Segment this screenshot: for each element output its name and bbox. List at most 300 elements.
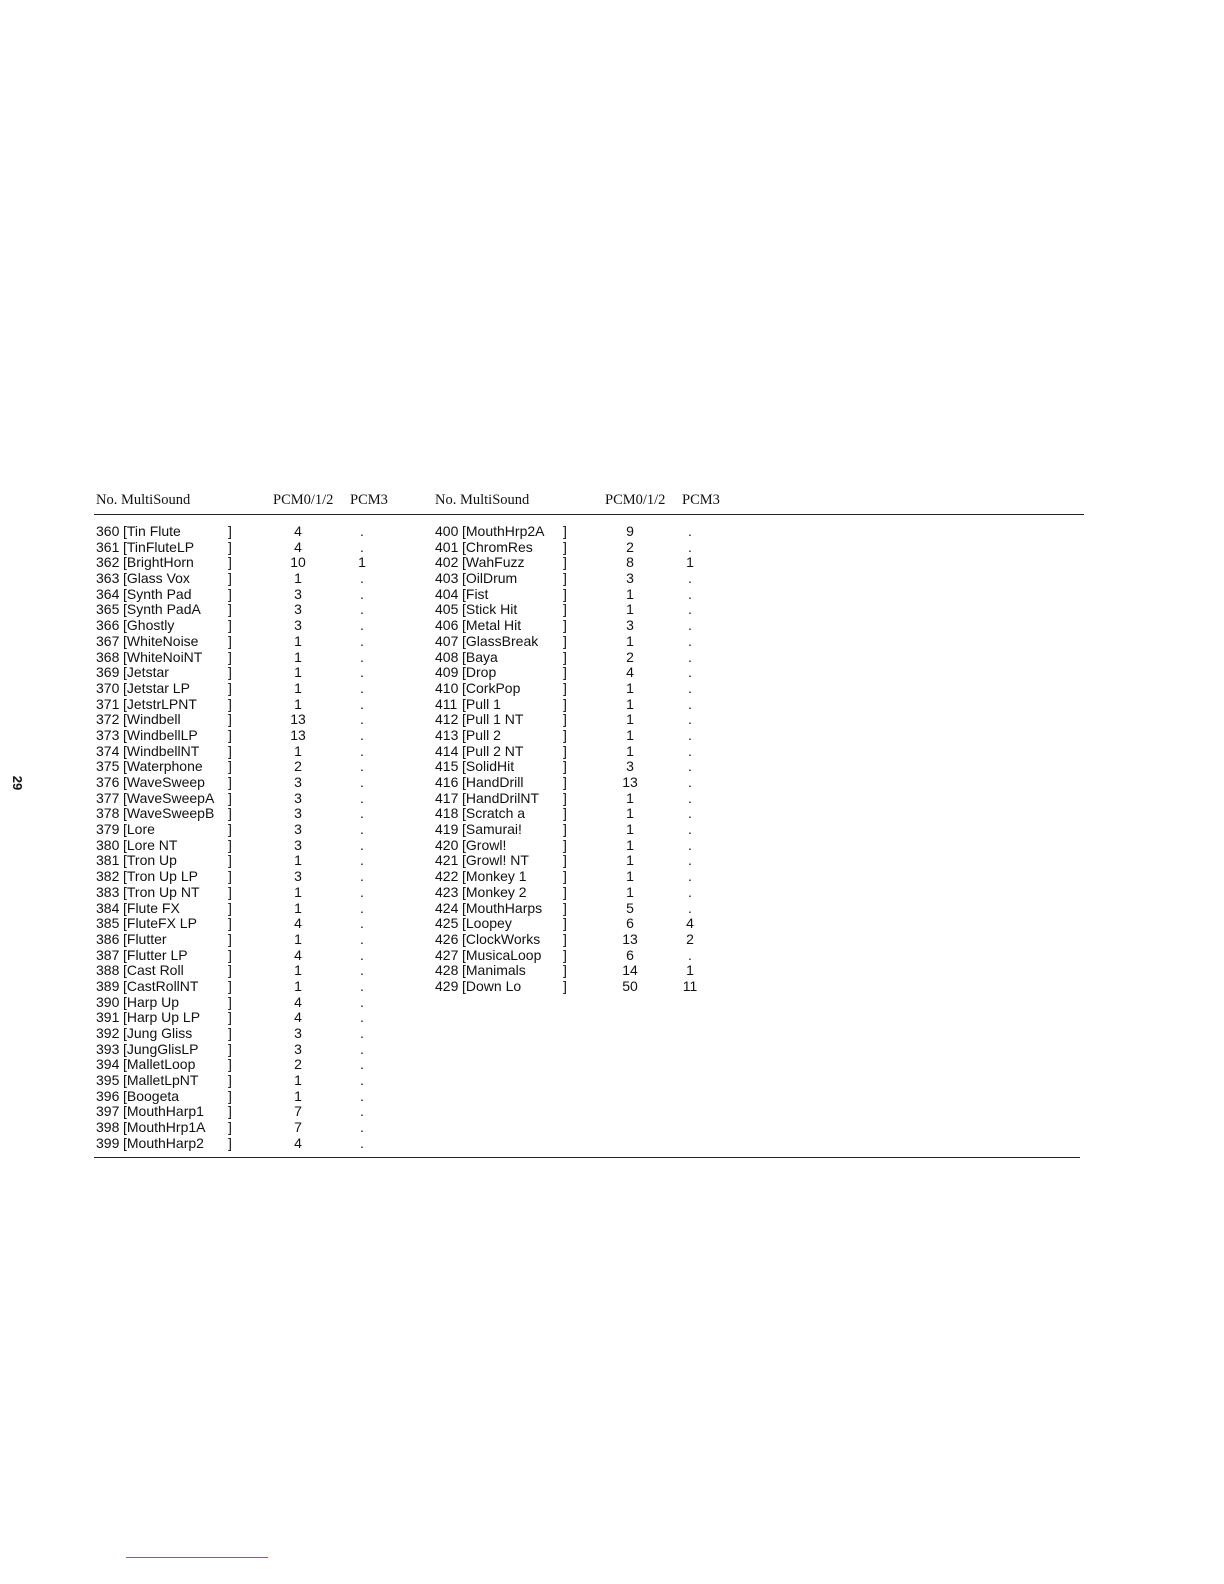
bracket-close: ]	[563, 538, 567, 555]
sound-name: [MusicaLoop	[462, 946, 542, 963]
pcm012-count: 1	[626, 789, 634, 806]
pcm3-count: .	[688, 585, 692, 602]
pcm012-count: 1	[626, 679, 634, 696]
pcm3-count: .	[360, 930, 364, 947]
table-row	[96, 995, 416, 1011]
bracket-close: ]	[228, 554, 232, 571]
bracket-close: ]	[228, 758, 232, 775]
table-row	[435, 728, 755, 744]
bracket-close: ]	[228, 946, 232, 963]
table-row	[435, 712, 755, 728]
sound-name: [Monkey 1	[462, 868, 527, 885]
sound-number: 370	[96, 679, 120, 696]
pcm012-count: 3	[294, 601, 302, 618]
table-row	[96, 901, 416, 917]
right-header-pcm3: PCM3	[682, 492, 720, 508]
pcm012-count: 9	[626, 523, 634, 539]
table-row	[435, 759, 755, 775]
bracket-close: ]	[228, 821, 232, 838]
sound-name: [Jetstar	[123, 664, 169, 681]
sound-number: 398	[96, 1119, 120, 1136]
pcm3-count: .	[360, 852, 364, 869]
sound-number: 402	[435, 554, 459, 571]
bracket-close: ]	[228, 1072, 232, 1089]
sound-name: [Flutter LP	[123, 946, 188, 963]
sound-name: [Tron Up NT	[123, 883, 200, 900]
bracket-close: ]	[563, 617, 567, 634]
bottom-rule	[94, 1157, 1080, 1158]
sound-name: [Pull 1	[462, 695, 501, 712]
pcm3-count: .	[360, 805, 364, 822]
sound-name: [Tron Up LP	[123, 868, 198, 885]
bracket-close: ]	[228, 977, 232, 994]
table-row	[96, 1073, 416, 1089]
sound-name: [Flute FX	[123, 899, 180, 916]
pcm3-count: .	[688, 648, 692, 665]
sound-name: [Boogeta	[123, 1087, 180, 1104]
pcm012-count: 1	[294, 852, 302, 869]
bracket-close: ]	[563, 554, 567, 571]
pcm3-count: .	[360, 648, 364, 665]
sound-number: 394	[96, 1056, 120, 1073]
sound-name: [Windbell	[123, 711, 181, 728]
sound-number: 401	[435, 538, 459, 555]
table-row	[435, 791, 755, 807]
bracket-close: ]	[563, 758, 567, 775]
bracket-close: ]	[563, 977, 567, 994]
table-row	[96, 697, 416, 713]
table-row	[96, 948, 416, 964]
pcm3-count: .	[360, 695, 364, 712]
pcm012-count: 3	[626, 570, 634, 587]
sound-number: 422	[435, 868, 459, 885]
bracket-close: ]	[228, 852, 232, 869]
bracket-close: ]	[563, 664, 567, 681]
sound-name: [WaveSweepA	[123, 789, 215, 806]
sound-name: [TinFluteLP	[123, 538, 195, 555]
bracket-close: ]	[563, 883, 567, 900]
pcm012-count: 1	[626, 868, 634, 885]
pcm012-count: 1	[626, 585, 634, 602]
sound-number: 419	[435, 821, 459, 838]
sound-number: 379	[96, 821, 120, 838]
pcm3-count: .	[360, 789, 364, 806]
sound-name: [Tin Flute	[123, 523, 181, 539]
sound-number: 429	[435, 977, 459, 994]
pcm012-count: 4	[294, 1134, 302, 1151]
sound-name: [GlassBreak	[462, 632, 539, 649]
pcm3-count: .	[360, 758, 364, 775]
pcm3-count: .	[688, 774, 692, 790]
table-row	[96, 712, 416, 728]
table-header	[94, 489, 1084, 511]
pcm3-count: .	[360, 993, 364, 1010]
left-header-no-multisound: No. MultiSound	[96, 492, 191, 508]
table-row	[96, 1089, 416, 1105]
sound-name: [MalletLpNT	[123, 1072, 199, 1089]
pcm3-count: .	[360, 726, 364, 743]
sound-number: 361	[96, 538, 120, 555]
pcm012-count: 1	[294, 883, 302, 900]
table-row	[96, 791, 416, 807]
pcm3-count: .	[360, 1040, 364, 1057]
sound-name: [JetstrLPNT	[123, 695, 197, 712]
sound-number: 393	[96, 1040, 120, 1057]
pcm012-count: 1	[626, 805, 634, 822]
table-row	[96, 1104, 416, 1120]
table-row	[96, 540, 416, 556]
pcm012-count: 1	[294, 977, 302, 994]
pcm012-count: 1	[626, 632, 634, 649]
table-row	[435, 571, 755, 587]
bracket-close: ]	[563, 774, 567, 790]
sound-name: [MouthHrp1A	[123, 1119, 206, 1136]
sound-number: 380	[96, 836, 120, 853]
pcm3-count: .	[360, 915, 364, 932]
bracket-close: ]	[228, 632, 232, 649]
pcm3-count: .	[360, 617, 364, 634]
sound-number: 400	[435, 523, 459, 539]
bracket-close: ]	[563, 601, 567, 618]
bracket-close: ]	[563, 930, 567, 947]
pcm012-count: 13	[290, 726, 306, 743]
table-row	[96, 1120, 416, 1136]
sound-number: 412	[435, 711, 459, 728]
pcm012-count: 2	[294, 758, 302, 775]
sound-number: 406	[435, 617, 459, 634]
bracket-close: ]	[228, 915, 232, 932]
sound-number: 362	[96, 554, 120, 571]
pcm3-count: .	[360, 899, 364, 916]
sound-number: 395	[96, 1072, 120, 1089]
sound-name: [WaveSweepB	[123, 805, 215, 822]
sound-name: [Flutter	[123, 930, 167, 947]
pcm3-count: .	[688, 789, 692, 806]
sound-name: [Metal Hit	[462, 617, 522, 634]
pcm012-count: 14	[622, 962, 638, 979]
sound-number: 360	[96, 523, 120, 539]
sound-number: 381	[96, 852, 120, 869]
pcm012-count: 5	[626, 899, 634, 916]
sound-number: 385	[96, 915, 120, 932]
pcm3-count: .	[688, 679, 692, 696]
pcm3-count: .	[360, 1025, 364, 1041]
table-row	[96, 681, 416, 697]
table-row	[435, 885, 755, 901]
pcm3-count: .	[360, 1072, 364, 1089]
table-row	[435, 901, 755, 917]
footer-line	[126, 1557, 268, 1558]
sound-name: [Down Lo	[462, 977, 522, 994]
pcm3-count: 1	[686, 962, 694, 979]
pcm3-count: .	[688, 538, 692, 555]
pcm3-count: .	[360, 977, 364, 994]
sound-name: [Samurai!	[462, 821, 522, 838]
pcm012-count: 4	[294, 523, 302, 539]
table-row	[435, 932, 755, 948]
table-row	[435, 853, 755, 869]
pcm012-count: 1	[626, 883, 634, 900]
multisound-table	[94, 489, 1084, 1151]
bracket-close: ]	[563, 946, 567, 963]
sound-number: 411	[435, 695, 458, 712]
bracket-close: ]	[563, 711, 567, 728]
left-column	[96, 524, 416, 1152]
sound-name: [HandDrill	[462, 774, 524, 790]
pcm3-count: .	[688, 821, 692, 838]
bracket-close: ]	[228, 993, 232, 1010]
table-row	[96, 650, 416, 666]
bracket-close: ]	[228, 726, 232, 743]
pcm3-count: .	[688, 664, 692, 681]
pcm3-count: .	[688, 836, 692, 853]
table-row	[96, 602, 416, 618]
table-row	[96, 587, 416, 603]
bracket-close: ]	[228, 836, 232, 853]
table-row	[96, 963, 416, 979]
sound-name: [JungGlisLP	[123, 1040, 199, 1057]
sound-name: [MouthHrp2A	[462, 523, 545, 539]
pcm012-count: 1	[294, 570, 302, 587]
pcm3-count: .	[360, 774, 364, 790]
sound-number: 382	[96, 868, 120, 885]
left-header-pcm3: PCM3	[350, 492, 388, 508]
pcm012-count: 4	[294, 993, 302, 1010]
page-number: 29	[10, 775, 25, 791]
bracket-close: ]	[228, 648, 232, 665]
sound-name: [Waterphone	[123, 758, 203, 775]
sound-name: [CastRollNT	[123, 977, 199, 994]
bracket-close: ]	[228, 1056, 232, 1073]
pcm012-count: 6	[626, 915, 634, 932]
pcm012-count: 4	[626, 664, 634, 681]
pcm3-count: .	[688, 570, 692, 587]
table-row	[96, 838, 416, 854]
bracket-close: ]	[563, 805, 567, 822]
sound-number: 421	[435, 852, 459, 869]
pcm3-count: .	[360, 664, 364, 681]
pcm012-count: 3	[294, 805, 302, 822]
bracket-close: ]	[228, 742, 232, 759]
pcm3-count: .	[360, 632, 364, 649]
left-header-pcm012: PCM0/1/2	[273, 492, 334, 508]
table-row	[96, 524, 416, 540]
sound-number: 414	[435, 742, 459, 759]
bracket-close: ]	[563, 679, 567, 696]
pcm3-count: .	[688, 617, 692, 634]
sound-number: 427	[435, 946, 459, 963]
pcm012-count: 10	[290, 554, 306, 571]
pcm012-count: 3	[294, 617, 302, 634]
pcm012-count: 1	[626, 711, 634, 728]
sound-number: 423	[435, 883, 459, 900]
bracket-close: ]	[228, 1134, 232, 1151]
sound-number: 399	[96, 1134, 120, 1151]
pcm012-count: 13	[622, 930, 638, 947]
pcm3-count: .	[688, 632, 692, 649]
pcm012-count: 3	[294, 1040, 302, 1057]
sound-name: [Synth PadA	[123, 601, 201, 618]
sound-number: 410	[435, 679, 459, 696]
bracket-close: ]	[228, 1009, 232, 1026]
pcm3-count: .	[360, 538, 364, 555]
pcm3-count: .	[360, 836, 364, 853]
sound-name: [WaveSweep	[123, 774, 205, 790]
bracket-close: ]	[228, 868, 232, 885]
bracket-close: ]	[228, 899, 232, 916]
sound-number: 416	[435, 774, 459, 790]
pcm3-count: .	[688, 883, 692, 900]
bracket-close: ]	[563, 726, 567, 743]
table-row	[96, 1042, 416, 1058]
pcm012-count: 1	[294, 930, 302, 947]
table-row	[435, 524, 755, 540]
bracket-close: ]	[563, 962, 567, 979]
sound-name: [Glass Vox	[123, 570, 190, 587]
table-row	[435, 602, 755, 618]
pcm012-count: 7	[294, 1103, 302, 1120]
bracket-close: ]	[228, 883, 232, 900]
pcm012-count: 1	[626, 821, 634, 838]
table-row	[435, 681, 755, 697]
bracket-close: ]	[563, 868, 567, 885]
bracket-close: ]	[563, 852, 567, 869]
table-row	[96, 775, 416, 791]
pcm012-count: 3	[294, 836, 302, 853]
sound-number: 404	[435, 585, 459, 602]
pcm3-count: .	[688, 758, 692, 775]
bracket-close: ]	[563, 821, 567, 838]
pcm012-count: 1	[294, 899, 302, 916]
sound-number: 413	[435, 726, 459, 743]
pcm3-count: .	[360, 1056, 364, 1073]
pcm3-count: .	[360, 711, 364, 728]
sound-name: [Growl! NT	[462, 852, 529, 869]
bracket-close: ]	[228, 1087, 232, 1104]
pcm012-count: 1	[294, 679, 302, 696]
pcm012-count: 2	[626, 538, 634, 555]
pcm3-count: .	[688, 695, 692, 712]
pcm3-count: .	[688, 742, 692, 759]
pcm012-count: 1	[626, 695, 634, 712]
sound-name: [ChromRes	[462, 538, 533, 555]
sound-number: 374	[96, 742, 120, 759]
sound-name: [Synth Pad	[123, 585, 192, 602]
sound-number: 368	[96, 648, 120, 665]
sound-number: 397	[96, 1103, 120, 1120]
pcm3-count: .	[360, 1119, 364, 1136]
pcm012-count: 1	[626, 852, 634, 869]
sound-name: [Cast Roll	[123, 962, 184, 979]
pcm3-count: .	[360, 1134, 364, 1151]
pcm3-count: .	[360, 868, 364, 885]
pcm3-count: .	[360, 946, 364, 963]
sound-name: [Pull 2 NT	[462, 742, 524, 759]
sound-name: [FluteFX LP	[123, 915, 197, 932]
pcm012-count: 1	[294, 1072, 302, 1089]
pcm3-count: 2	[686, 930, 694, 947]
pcm3-count: .	[688, 711, 692, 728]
table-row	[435, 869, 755, 885]
pcm3-count: .	[688, 899, 692, 916]
sound-name: [Harp Up	[123, 993, 180, 1010]
sound-number: 420	[435, 836, 459, 853]
table-row	[435, 697, 755, 713]
sound-number: 403	[435, 570, 459, 587]
sound-name: [SolidHit	[462, 758, 515, 775]
bracket-close: ]	[228, 1119, 232, 1136]
table-row	[435, 587, 755, 603]
bracket-close: ]	[228, 711, 232, 728]
bracket-close: ]	[228, 962, 232, 979]
bracket-close: ]	[563, 915, 567, 932]
table-row	[435, 838, 755, 854]
bracket-close: ]	[228, 570, 232, 587]
sound-number: 415	[435, 758, 459, 775]
bracket-close: ]	[228, 617, 232, 634]
pcm3-count: 1	[358, 554, 366, 571]
sound-name: [Ghostly	[123, 617, 175, 634]
sound-number: 366	[96, 617, 120, 634]
pcm012-count: 3	[294, 585, 302, 602]
sound-number: 392	[96, 1025, 120, 1041]
sound-name: [MalletLoop	[123, 1056, 196, 1073]
table-row	[96, 916, 416, 932]
sound-number: 428	[435, 962, 459, 979]
bracket-close: ]	[563, 585, 567, 602]
sound-name: [WhiteNoiNT	[123, 648, 203, 665]
bracket-close: ]	[228, 1103, 232, 1120]
pcm012-count: 13	[622, 774, 638, 790]
right-header-pcm012: PCM0/1/2	[605, 492, 666, 508]
pcm3-count: .	[360, 523, 364, 539]
pcm3-count: .	[688, 868, 692, 885]
sound-name: [WindbellLP	[123, 726, 198, 743]
bracket-close: ]	[563, 632, 567, 649]
pcm012-count: 1	[294, 1087, 302, 1104]
sound-name: [Pull 1 NT	[462, 711, 524, 728]
bracket-close: ]	[228, 601, 232, 618]
sound-name: [Growl!	[462, 836, 507, 853]
sound-name: [WahFuzz	[462, 554, 525, 571]
table-row	[96, 1010, 416, 1026]
pcm012-count: 1	[626, 836, 634, 853]
pcm3-count: .	[688, 523, 692, 539]
sound-name: [Drop	[462, 664, 497, 681]
table-row	[435, 665, 755, 681]
pcm012-count: 1	[294, 695, 302, 712]
bracket-close: ]	[228, 523, 232, 539]
bracket-close: ]	[563, 523, 567, 539]
pcm012-count: 50	[622, 977, 638, 994]
pcm012-count: 13	[290, 711, 306, 728]
table-row	[96, 1136, 416, 1152]
sound-name: [CorkPop	[462, 679, 521, 696]
bracket-close: ]	[228, 805, 232, 822]
header-rule	[94, 514, 1084, 515]
pcm012-count: 2	[294, 1056, 302, 1073]
table-row	[435, 806, 755, 822]
table-row	[96, 728, 416, 744]
sound-name: [Scratch a	[462, 805, 526, 822]
table-row	[435, 634, 755, 650]
pcm012-count: 1	[294, 664, 302, 681]
sound-number: 405	[435, 601, 459, 618]
bracket-close: ]	[228, 1025, 232, 1041]
sound-name: [Pull 2	[462, 726, 501, 743]
sound-number: 373	[96, 726, 120, 743]
pcm012-count: 3	[294, 821, 302, 838]
